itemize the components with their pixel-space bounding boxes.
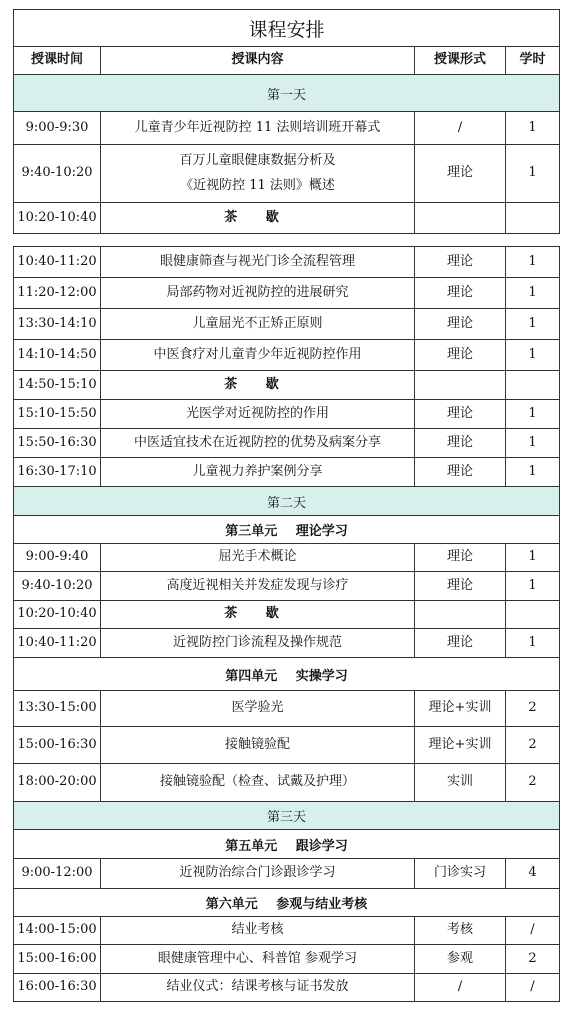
unit-row (13, 658, 560, 691)
table-row (13, 945, 560, 974)
content-line: 《近视防控 11 法则》概述 (180, 177, 335, 193)
form-cell: 理论 (415, 429, 506, 457)
content-cell: 中医适宜技术在近视防控的优势及病案分享 (101, 429, 415, 457)
table-title (13, 9, 560, 47)
time-cell: 14:10-14:50 (14, 340, 101, 370)
table-row (13, 309, 560, 340)
header-time: 授课时间 (14, 47, 101, 74)
form-cell: 理论 (415, 458, 506, 486)
form-cell: / (415, 112, 506, 144)
unit-label: 第三单元 理论学习 (225, 524, 348, 539)
header-form: 授课形式 (415, 47, 506, 74)
hours-cell: 1 (528, 577, 537, 593)
day-label: 第三天 (266, 810, 306, 825)
table-row (13, 691, 560, 727)
table-row (13, 974, 560, 1002)
table-row (13, 764, 560, 802)
table-row (13, 112, 560, 145)
time-cell: 15:00-16:00 (14, 945, 101, 973)
title-text: 课程安排 (248, 18, 325, 41)
break-cell: 茶 歇 (101, 371, 415, 399)
form-cell: 理论 (415, 629, 506, 657)
time-cell: 10:40-11:20 (14, 247, 101, 277)
content-cell: 局部药物对近视防控的进展研究 (101, 278, 415, 308)
table-row (13, 601, 560, 629)
form-cell: 理论 (415, 400, 506, 428)
hours-cell: 1 (528, 405, 537, 421)
day-label: 第一天 (266, 87, 306, 103)
content-cell: 结业仪式：结课考核与证书发放 (101, 974, 415, 1001)
table-row (13, 629, 560, 658)
hours-cell: / (530, 922, 535, 938)
content-cell: 眼健康筛查与视光门诊全流程管理 (101, 247, 415, 277)
time-cell: 11:20-12:00 (14, 278, 101, 308)
form-cell (415, 601, 506, 628)
time-cell: 14:00-15:00 (14, 917, 101, 944)
unit-row (13, 516, 560, 544)
hours-cell: 1 (528, 284, 537, 300)
break-cell: 茶 歇 (101, 203, 415, 233)
table-row (13, 859, 560, 889)
table-row (13, 246, 560, 278)
table-row (13, 278, 560, 309)
form-cell (415, 203, 506, 233)
hours-cell: 1 (528, 119, 537, 135)
time-cell: 16:00-16:30 (14, 974, 101, 1001)
hours-cell: 1 (528, 165, 537, 181)
table-row (13, 203, 560, 234)
content-cell: 中医食疗对儿童青少年近视防控作用 (101, 340, 415, 370)
schedule-table (13, 9, 560, 1002)
content-cell: 医学验光 (101, 691, 415, 726)
time-cell: 9:00-12:00 (14, 859, 101, 888)
time-cell: 15:50-16:30 (14, 429, 101, 457)
form-cell: 理论 (415, 278, 506, 308)
hours-cell: / (530, 979, 535, 995)
table-row (13, 544, 560, 572)
table-row (13, 400, 560, 429)
time-cell: 13:30-15:00 (14, 691, 101, 726)
header-row (13, 47, 560, 75)
form-cell: 理论 (415, 572, 506, 600)
form-cell: 理论 (415, 309, 506, 339)
content-cell: 高度近视相关并发症发现与诊疗 (101, 572, 415, 600)
hours-cell: 2 (528, 950, 537, 966)
form-cell: / (415, 974, 506, 1001)
time-cell: 9:00-9:30 (14, 112, 101, 144)
form-cell: 理论 (415, 340, 506, 370)
hours-cell: 4 (528, 865, 537, 881)
time-cell: 16:30-17:10 (14, 458, 101, 486)
table-gap (13, 234, 560, 246)
hours-cell: 1 (528, 634, 537, 650)
day-row (13, 802, 560, 830)
hours-cell: 1 (528, 463, 537, 479)
day-row (13, 75, 560, 112)
content-cell: 儿童屈光不正矫正原则 (101, 309, 415, 339)
form-cell: 理论 (415, 247, 506, 277)
time-cell: 15:00-16:30 (14, 727, 101, 763)
table-row (13, 340, 560, 371)
time-cell: 15:10-15:50 (14, 400, 101, 428)
content-cell: 屈光手术概论 (101, 544, 415, 571)
form-cell (415, 371, 506, 399)
content-cell: 接触镜验配（检查、试戴及护理） (101, 764, 415, 801)
hours-cell: 2 (528, 736, 537, 752)
form-cell: 理论 (415, 145, 506, 202)
unit-label: 第六单元 参观与结业考核 (205, 897, 368, 912)
form-cell: 理论+实训 (415, 727, 506, 763)
day-label: 第二天 (266, 495, 306, 511)
form-cell: 参观 (415, 945, 506, 973)
hours-cell (506, 203, 559, 233)
time-cell: 10:20-10:40 (14, 203, 101, 233)
unit-row (13, 889, 560, 917)
content-line: 百万儿童眼健康数据分析及 (179, 153, 336, 169)
day-row (13, 487, 560, 516)
content-cell: 结业考核 (101, 917, 415, 944)
time-cell: 9:40-10:20 (14, 145, 101, 202)
hours-cell: 1 (528, 346, 537, 362)
table-row (13, 917, 560, 945)
table-row (13, 371, 560, 400)
table-row (13, 458, 560, 487)
hours-cell: 2 (528, 700, 537, 716)
form-cell: 门诊实习 (415, 859, 506, 888)
table-row (13, 145, 560, 203)
hours-cell (506, 601, 559, 628)
hours-cell: 1 (528, 315, 537, 331)
time-cell: 10:20-10:40 (14, 601, 101, 628)
table-row (13, 727, 560, 764)
content-cell: 光医学对近视防控的作用 (101, 400, 415, 428)
hours-cell: 1 (528, 253, 537, 269)
unit-row (13, 830, 560, 859)
hours-cell: 1 (528, 549, 537, 565)
content-cell: 近视防治综合门诊跟诊学习 (101, 859, 415, 888)
break-cell: 茶 歇 (101, 601, 415, 628)
time-cell: 14:50-15:10 (14, 371, 101, 399)
content-cell: 近视防控门诊流程及操作规范 (101, 629, 415, 657)
form-cell: 理论 (415, 544, 506, 571)
content-cell: 儿童视力养护案例分享 (101, 458, 415, 486)
unit-label: 第四单元 实操学习 (225, 668, 348, 684)
time-cell: 18:00-20:00 (14, 764, 101, 801)
hours-cell: 2 (528, 774, 537, 790)
content-cell (101, 145, 415, 202)
time-cell: 10:40-11:20 (14, 629, 101, 657)
form-cell: 理论+实训 (415, 691, 506, 726)
header-content: 授课内容 (101, 47, 415, 74)
header-hours: 学时 (519, 52, 546, 68)
content-cell: 接触镜验配 (101, 727, 415, 763)
content-cell: 儿童青少年近视防控 11 法则培训班开幕式 (101, 112, 415, 144)
unit-label: 第五单元 跟诊学习 (225, 838, 348, 854)
table-row (13, 572, 560, 601)
time-cell: 13:30-14:10 (14, 309, 101, 339)
table-row (13, 429, 560, 458)
content-cell: 眼健康管理中心、科普馆 参观学习 (101, 945, 415, 973)
time-cell: 9:40-10:20 (14, 572, 101, 600)
time-cell: 9:00-9:40 (14, 544, 101, 571)
hours-cell (506, 371, 559, 399)
form-cell: 实训 (415, 764, 506, 801)
hours-cell: 1 (528, 434, 537, 450)
form-cell: 考核 (415, 917, 506, 944)
